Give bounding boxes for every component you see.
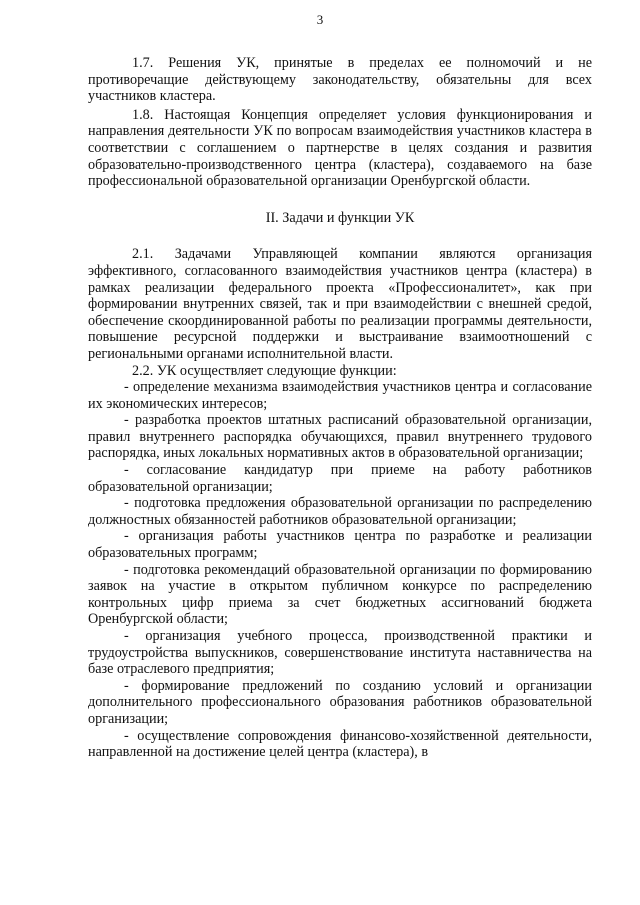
function-item: - определение механизма взаимодействия участников центра и согласование их экономических интересов; bbox=[88, 379, 592, 412]
paragraph-1-8: 1.8. Настоящая Концепция определяет условия функционирования и направления деятельности УК по вопросам взаимодействия участников кластера в соответствии с соглашением о партнерстве в целях создания и развития образовательно-производственного центра (кластера), создаваемого на базе профессиональной образовательной организации Оренбургской области. bbox=[88, 106, 592, 190]
function-item: - согласование кандидатур при приеме на работу работников образовательной организации; bbox=[88, 462, 592, 495]
function-item: - организация учебного процесса, производственной практики и трудоустройства выпускников, совершенствование института наставничества на базе отраслевого предприятия; bbox=[88, 628, 592, 678]
section-heading: II. Задачи и функции УК bbox=[265, 209, 415, 226]
function-item: - осуществление сопровождения финансово-хозяйственной деятельности, направленной на достижение целей центра (кластера), в bbox=[88, 727, 592, 761]
function-item: - подготовка рекомендаций образовательной организации по формированию заявок на участие в открытом публичном конкурсе по распределению контрольных цифр приема за счет бюджетных ассигнований бюджета Оренбургской области; bbox=[88, 561, 592, 628]
paragraph-1-7: 1.7. Решения УК, принятые в пределах ее полномочий и не противоречащие действующему законодательству, обязательны для всех участников кластера. bbox=[88, 55, 592, 105]
page-number: 3 bbox=[316, 12, 324, 27]
document-body bbox=[88, 55, 592, 761]
function-item: - разработка проектов штатных расписаний образовательной организации, правил внутреннего распорядка обучающихся, правил внутреннего трудового распорядка, иных локальных нормативных актов в образовательной организации; bbox=[88, 412, 592, 462]
function-item: - подготовка предложения образовательной организации по распределению должностных обязанностей работников образовательной организации; bbox=[88, 495, 592, 528]
paragraph-2-1: 2.1. Задачами Управляющей компании являются организация эффективного, согласованного взаимодействия участников центра (кластера) в рамках реализации федерального проекта «Профессионалитет», как при формировании внутренних связей, так и при взаимодействии с внешней средой, обеспечение скоординированной работы по реализации программы деятельности, повышение ресурсной поддержки и выстраивание взаимоотношений с региональными органами исполнительной власти. bbox=[88, 246, 592, 362]
paragraph-2-2: 2.2. УК осуществляет следующие функции: bbox=[132, 362, 397, 379]
function-item: - организация работы участников центра по разработке и реализации образовательных программ; bbox=[88, 528, 592, 562]
function-item: - формирование предложений по созданию условий и организации дополнительного профессионального образования работников образовательной организации; bbox=[88, 677, 592, 727]
